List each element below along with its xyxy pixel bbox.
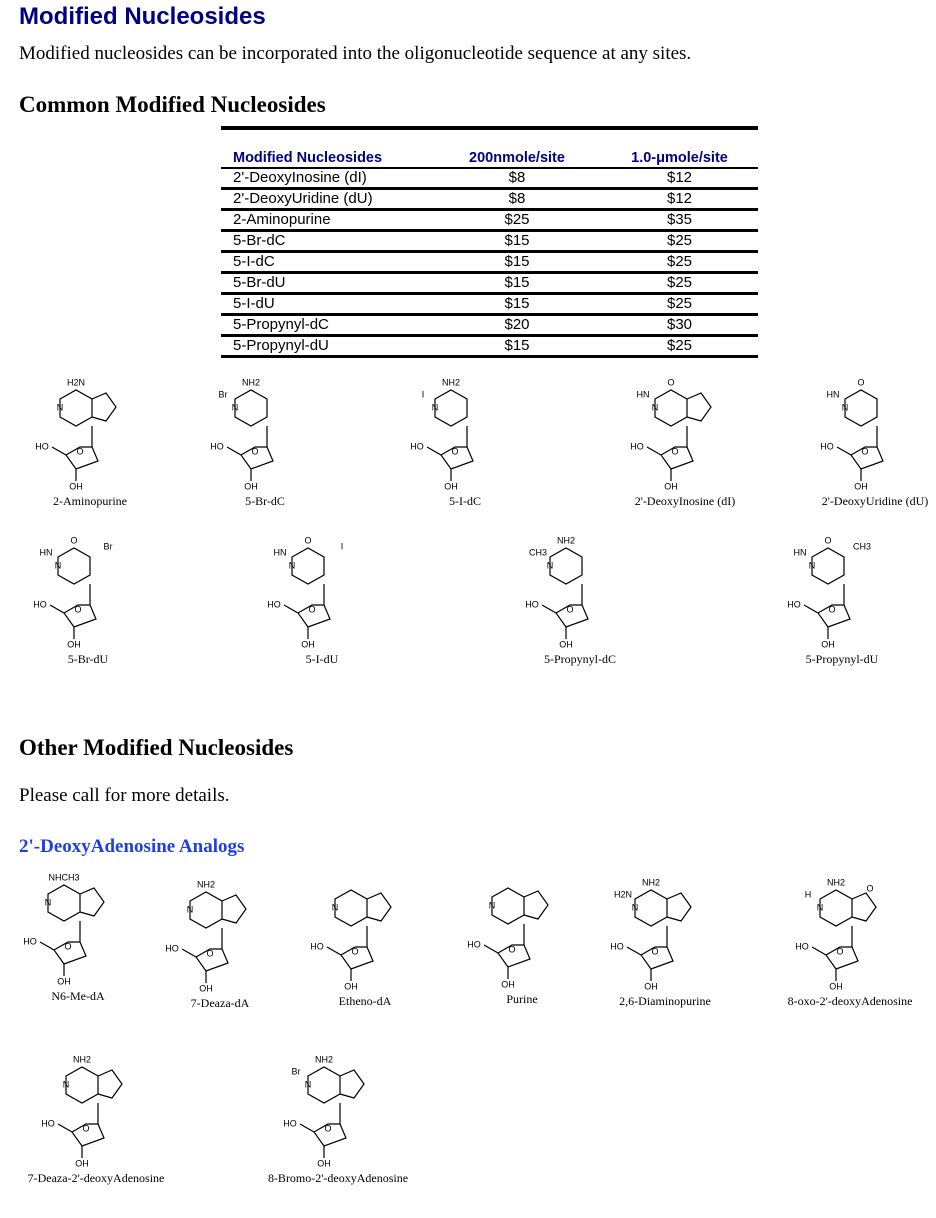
ring-n-label: N: [841, 402, 849, 413]
cell-1umole: $25: [666, 232, 693, 249]
imidazole-ring: [367, 893, 391, 921]
ch2-bond: [327, 947, 341, 955]
substituent-label: H2N: [613, 889, 633, 900]
oh-label: OH: [444, 481, 458, 492]
substituent-label: Br: [218, 389, 228, 400]
imidazole-ring: [222, 895, 246, 923]
ch2-bond: [837, 447, 851, 455]
common-heading: Common Modified Nucleosides: [19, 92, 326, 117]
page-title: Modified Nucleosides: [19, 3, 266, 30]
substituent-label: NH2: [556, 535, 576, 546]
table-row: [221, 253, 758, 274]
cell-1umole: $25: [666, 274, 693, 291]
structure-common_structures-3: [625, 377, 755, 513]
structure-analog_structures-6: [27, 1054, 166, 1190]
ho-label: HO: [630, 441, 644, 452]
substituent-label: HN: [793, 547, 807, 558]
structure-analog_structures-0: [18, 872, 148, 1008]
oh-label: OH: [69, 481, 83, 492]
ho-label: HO: [467, 939, 481, 950]
substituent-label: NH2: [241, 377, 261, 388]
oh-label: OH: [67, 639, 81, 650]
ring-n-label: N: [62, 1079, 70, 1090]
structure-analog_structures-3: [462, 883, 592, 1011]
cell-200nmole: $20: [504, 316, 530, 333]
substituent-label: H: [804, 889, 812, 900]
analogs-heading: 2'-DeoxyAdenosine Analogs: [19, 836, 245, 857]
ho-label: HO: [787, 599, 801, 610]
structure-analog_structures-2: [305, 885, 435, 1013]
base-ring: [335, 890, 367, 926]
ring-oxygen-label: O: [508, 944, 516, 955]
ch2-bond: [542, 605, 556, 613]
oh-label: OH: [301, 639, 315, 650]
substituent-label: NHCH3: [48, 872, 80, 883]
oh-label: OH: [57, 976, 71, 987]
ho-label: HO: [283, 1118, 297, 1129]
ch2-bond: [182, 949, 196, 957]
ring-oxygen-label: O: [64, 941, 72, 952]
ch2-bond: [484, 945, 498, 953]
cell-1umole: $25: [666, 253, 693, 270]
structure-name-label: 5-I-dC: [449, 494, 481, 508]
structure-name-label: 5-Propynyl-dC: [544, 652, 616, 666]
ring-n-label: N: [651, 402, 659, 413]
base-ring: [820, 890, 852, 926]
structure-name-label: Etheno-dA: [338, 994, 392, 1008]
oh-label: OH: [644, 981, 658, 992]
ring-oxygen-label: O: [74, 604, 82, 615]
cell-nucleoside: 5-Br-dU: [233, 274, 286, 291]
base-ring: [58, 548, 90, 584]
structure-name-label: Purine: [506, 992, 538, 1006]
table-header: [221, 149, 758, 169]
intro-text: Modified nucleosides can be incorporated into the oligonucleotide sequence at any sites.: [19, 43, 692, 64]
base-ring: [66, 1067, 98, 1103]
base-ring: [435, 390, 467, 426]
structure-common_structures-5: [28, 535, 158, 671]
table-row: [221, 211, 758, 232]
structure-name-label: N6-Me-dA: [51, 989, 105, 1003]
structure-analog_structures-4: [605, 877, 735, 1013]
structure-name-label: 8-Bromo-2'-deoxyAdenosine: [267, 1171, 409, 1185]
substituent-label: CH3: [852, 541, 872, 552]
oh-label: OH: [75, 1158, 89, 1169]
ho-label: HO: [35, 441, 49, 452]
ho-label: HO: [41, 1118, 55, 1129]
base-ring: [492, 888, 524, 924]
table-row: [221, 316, 758, 337]
structure-common_structures-8: [782, 535, 912, 671]
ring-oxygen-label: O: [76, 446, 84, 457]
cell-1umole: $35: [666, 211, 693, 228]
ring-oxygen-label: O: [351, 946, 359, 957]
other-heading: Other Modified Nucleosides: [19, 735, 294, 760]
structure-common_structures-0: [30, 377, 160, 513]
ring-oxygen-label: O: [308, 604, 316, 615]
table-row: [221, 295, 758, 316]
imidazole-ring: [92, 393, 116, 421]
oh-label: OH: [829, 981, 843, 992]
cell-200nmole: $15: [504, 274, 530, 291]
ho-label: HO: [310, 941, 324, 952]
oh-label: OH: [854, 481, 868, 492]
structure-name-label: 5-Propynyl-dU: [805, 652, 879, 666]
ring-n-label: N: [816, 902, 824, 913]
ho-label: HO: [410, 441, 424, 452]
structure-name-label: 2'-DeoxyInosine (dI): [634, 494, 736, 508]
imidazole-ring: [667, 893, 691, 921]
substituent-label: NH2: [196, 879, 216, 890]
structure-common_structures-7: [520, 535, 650, 671]
structure-analog_structures-5: [787, 877, 920, 1013]
substituent-label: HN: [39, 547, 53, 558]
ring-n-label: N: [288, 560, 296, 571]
ring-oxygen-label: O: [836, 946, 844, 957]
table-row: [221, 169, 758, 190]
substituent-label: Br: [291, 1066, 301, 1077]
structure-name-label: 7-Deaza-2'-deoxyAdenosine: [27, 1171, 165, 1185]
cell-nucleoside: 5-Br-dC: [233, 232, 286, 249]
cell-200nmole: $15: [504, 253, 530, 270]
ring-oxygen-label: O: [566, 604, 574, 615]
ring-n-label: N: [488, 900, 496, 911]
structure-name-label: 5-Br-dU: [67, 652, 109, 666]
header-nucleoside: Modified Nucleosides: [233, 150, 383, 166]
cell-200nmole: $8: [508, 190, 526, 207]
base-ring: [812, 548, 844, 584]
ring-n-label: N: [431, 402, 439, 413]
ring-oxygen-label: O: [671, 446, 679, 457]
substituent-label: I: [421, 389, 425, 400]
ring-oxygen-label: O: [451, 446, 459, 457]
cell-200nmole: $15: [504, 337, 530, 354]
ch2-bond: [804, 605, 818, 613]
structure-name-label: 8-oxo-2'-deoxyAdenosine: [787, 994, 913, 1008]
ring-n-label: N: [186, 904, 194, 915]
structure-name-label: 7-Deaza-dA: [190, 996, 250, 1010]
structure-name-label: 5-I-dU: [305, 652, 339, 666]
substituent-label: H2N: [66, 377, 86, 388]
ch2-bond: [284, 605, 298, 613]
substituent-label: HN: [636, 389, 650, 400]
base-ring: [550, 548, 582, 584]
other-text: Please call for more details.: [19, 785, 230, 806]
ring-n-label: N: [331, 902, 339, 913]
substituent-label: CH3: [528, 547, 548, 558]
cell-1umole: $12: [666, 169, 693, 186]
ho-label: HO: [525, 599, 539, 610]
ring-n-label: N: [54, 560, 62, 571]
structure-common_structures-2: [405, 377, 535, 513]
table-row: [221, 337, 758, 358]
cell-nucleoside: 5-Propynyl-dU: [233, 337, 329, 354]
oh-label: OH: [664, 481, 678, 492]
base-ring: [635, 890, 667, 926]
structure-analog_structures-1: [160, 879, 290, 1015]
ch2-bond: [58, 1124, 72, 1132]
substituent-label: O: [667, 377, 675, 388]
ch2-bond: [40, 942, 54, 950]
oh-label: OH: [501, 979, 515, 990]
base-ring: [292, 548, 324, 584]
table-row: [221, 274, 758, 295]
substituent-label: O: [824, 535, 832, 546]
base-ring: [845, 390, 877, 426]
ring-n-label: N: [231, 402, 239, 413]
ch2-bond: [647, 447, 661, 455]
substituent-label: O: [304, 535, 312, 546]
ring-n-label: N: [304, 1079, 312, 1090]
ring-oxygen-label: O: [861, 446, 869, 457]
base-ring: [655, 390, 687, 426]
price-table: [221, 126, 758, 358]
ch2-bond: [812, 947, 826, 955]
ring-n-label: N: [631, 902, 639, 913]
ring-n-label: N: [546, 560, 554, 571]
oh-label: OH: [821, 639, 835, 650]
base-ring: [60, 390, 92, 426]
base-ring: [308, 1067, 340, 1103]
structure-common_structures-1: [205, 377, 335, 513]
ho-label: HO: [165, 943, 179, 954]
structure-common_structures-4: [815, 377, 936, 513]
ring-n-label: N: [44, 897, 52, 908]
cell-1umole: $25: [666, 337, 693, 354]
ho-label: HO: [820, 441, 834, 452]
imidazole-ring: [852, 893, 876, 921]
cell-1umole: $12: [666, 190, 693, 207]
structure-name-label: 2'-DeoxyUridine (dU): [821, 494, 929, 508]
ch2-bond: [627, 947, 641, 955]
base-ring: [48, 885, 80, 921]
ho-label: HO: [33, 599, 47, 610]
substituent-label: NH2: [641, 877, 661, 888]
cell-nucleoside: 5-I-dC: [233, 253, 275, 270]
oh-label: OH: [317, 1158, 331, 1169]
ring-oxygen-label: O: [324, 1123, 332, 1134]
cell-1umole: $25: [666, 295, 693, 312]
ch2-bond: [52, 447, 66, 455]
cell-nucleoside: 2'-DeoxyUridine (dU): [233, 190, 373, 207]
substituent-label: NH2: [72, 1054, 92, 1065]
structure-name-label: 2,6-Diaminopurine: [619, 994, 711, 1008]
imidazole-ring: [524, 891, 548, 919]
imidazole-ring: [80, 888, 104, 916]
ring-n-label: N: [808, 560, 816, 571]
cell-200nmole: $15: [504, 295, 530, 312]
table-body: [221, 169, 758, 358]
oh-label: OH: [199, 983, 213, 994]
cell-nucleoside: 2'-DeoxyInosine (dI): [233, 169, 367, 186]
ch2-bond: [50, 605, 64, 613]
cell-nucleoside: 2-Aminopurine: [233, 211, 331, 228]
imidazole-ring: [687, 393, 711, 421]
base-ring: [190, 892, 222, 928]
imidazole-ring: [340, 1070, 364, 1098]
substituent-label: HN: [273, 547, 287, 558]
structure-name-label: 2-Aminopurine: [53, 494, 127, 508]
ring-oxygen-label: O: [206, 948, 214, 959]
ring-n-label: N: [56, 402, 64, 413]
ho-label: HO: [610, 941, 624, 952]
table-row: [221, 190, 758, 211]
cell-nucleoside: 5-I-dU: [233, 295, 275, 312]
substituent-label: O: [866, 883, 874, 894]
cell-1umole: $30: [666, 316, 693, 333]
cell-nucleoside: 5-Propynyl-dC: [233, 316, 329, 333]
ho-label: HO: [23, 936, 37, 947]
oh-label: OH: [244, 481, 258, 492]
structure-common_structures-6: [262, 535, 392, 671]
ho-label: HO: [210, 441, 224, 452]
substituent-label: NH2: [441, 377, 461, 388]
ch2-bond: [227, 447, 241, 455]
oh-label: OH: [344, 981, 358, 992]
ring-oxygen-label: O: [82, 1123, 90, 1134]
substituent-label: NH2: [826, 877, 846, 888]
cell-200nmole: $25: [504, 211, 530, 228]
ch2-bond: [427, 447, 441, 455]
ch2-bond: [300, 1124, 314, 1132]
ho-label: HO: [795, 941, 809, 952]
oh-label: OH: [559, 639, 573, 650]
header-1umole: 1.0-μmole/site: [631, 150, 728, 166]
ring-oxygen-label: O: [251, 446, 259, 457]
ho-label: HO: [267, 599, 281, 610]
substituent-label: Br: [103, 541, 113, 552]
substituent-label: O: [70, 535, 78, 546]
cell-200nmole: $15: [504, 232, 530, 249]
substituent-label: I: [340, 541, 344, 552]
cell-200nmole: $8: [508, 169, 526, 186]
imidazole-ring: [98, 1070, 122, 1098]
base-ring: [235, 390, 267, 426]
table-top-rule: [221, 126, 758, 130]
ring-oxygen-label: O: [828, 604, 836, 615]
ring-oxygen-label: O: [651, 946, 659, 957]
substituent-label: NH2: [314, 1054, 334, 1065]
structure-name-label: 5-Br-dC: [245, 494, 285, 508]
header-200nmole: 200nmole/site: [469, 150, 565, 166]
structure-analog_structures-7: [267, 1054, 409, 1190]
substituent-label: O: [857, 377, 865, 388]
substituent-label: HN: [826, 389, 840, 400]
table-row: [221, 232, 758, 253]
